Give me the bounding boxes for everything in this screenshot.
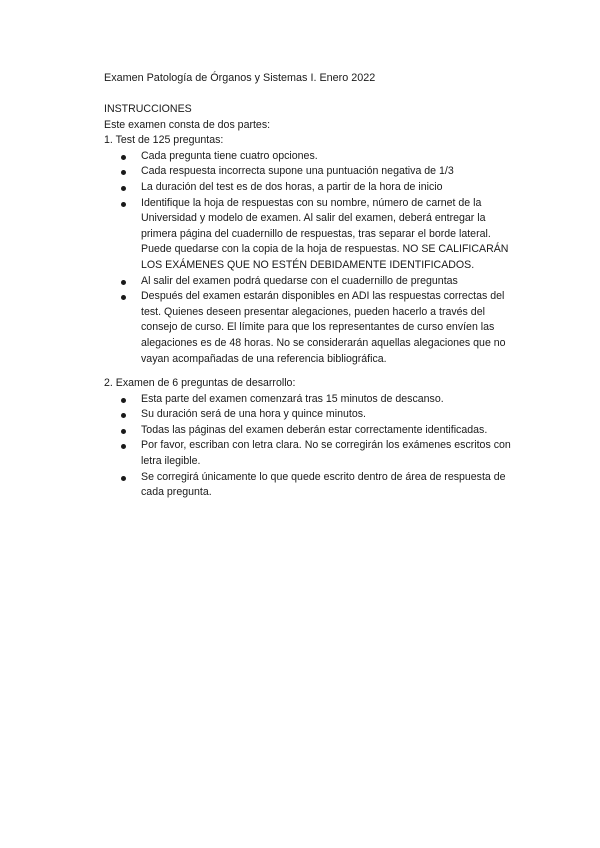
bullet-icon: [121, 186, 126, 191]
list-item-text: Al salir del examen podrá quedarse con el cuadernillo de preguntas: [141, 274, 458, 287]
bullet-icon: [121, 295, 126, 300]
list-item: [141, 274, 524, 290]
list-item-text: Esta parte del examen comenzará tras 15 minutos de descanso.: [141, 392, 444, 405]
list-item: [141, 180, 524, 196]
list-item-text: Cada pregunta tiene cuatro opciones.: [141, 149, 318, 162]
list-item-text: Todas las páginas del examen deberán estar correctamente identificadas.: [141, 423, 488, 436]
list-item-text: Su duración será de una hora y quince minutos.: [141, 408, 366, 421]
list-item: [141, 423, 524, 439]
list-item: [141, 196, 524, 274]
instructions-block: [104, 102, 524, 501]
list-item: [141, 438, 524, 469]
bullet-icon: [121, 429, 126, 434]
intro-text: Este examen consta de dos partes:: [104, 118, 271, 131]
bullet-icon: [121, 155, 126, 160]
list-item: [141, 289, 524, 367]
list-item-text: Identifique la hoja de respuestas con su nombre, número de carnet de la Universidad y modelo de examen. Al salir del examen, deberá entregar la primera página del cuadernillo de respuestas, tras separar el borde lateral. Puede quedarse con la copia de la hoja de respuestas. NO SE CALIFICARÁN LOS EXÁMENES QUE NO ESTÉN DEBIDAMENTE IDENTIFICADOS.: [141, 196, 509, 271]
part1-list: [104, 149, 524, 367]
bullet-icon: [121, 413, 126, 418]
list-item-text: Cada respuesta incorrecta supone una puntuación negativa de 1/3: [141, 165, 454, 178]
document-title: Examen Patología de Órganos y Sistemas I. Enero 2022: [104, 72, 376, 84]
part2-heading: 2. Examen de 6 preguntas de desarrollo:: [104, 377, 296, 390]
bullet-icon: [121, 202, 126, 207]
list-item: [141, 392, 524, 408]
bullet-icon: [121, 476, 126, 481]
list-item-text: Después del examen estarán disponibles en ADI las respuestas correctas del test. Quienes deseen presentar alegaciones, pueden hacerlo a través del consejo de curso. El límite para que los representantes de curso envíen las alegaciones es de 48 horas. No se considerarán aquellas alegaciones que no vayan acompañadas de una referencia bibliográfica.: [141, 290, 506, 365]
list-item: [141, 149, 524, 165]
list-item-text: Por favor, escriban con letra clara. No se corregirán los exámenes escritos con letra ilegible.: [141, 439, 511, 468]
bullet-icon: [121, 398, 126, 403]
part2-list: [104, 392, 524, 501]
list-item: [141, 470, 524, 501]
list-item-text: La duración del test es de dos horas, a partir de la hora de inicio: [141, 180, 443, 193]
bullet-icon: [121, 170, 126, 175]
list-item: [141, 407, 524, 423]
instructions-heading: INSTRUCCIONES: [104, 103, 192, 115]
bullet-icon: [121, 444, 126, 449]
section-gap: [104, 367, 524, 376]
bullet-icon: [121, 280, 126, 285]
part1-heading: 1. Test de 125 preguntas:: [104, 134, 224, 147]
list-item-text: Se corregirá únicamente lo que quede escrito dentro de área de respuesta de cada pregunta.: [141, 470, 506, 499]
list-item: [141, 164, 524, 180]
